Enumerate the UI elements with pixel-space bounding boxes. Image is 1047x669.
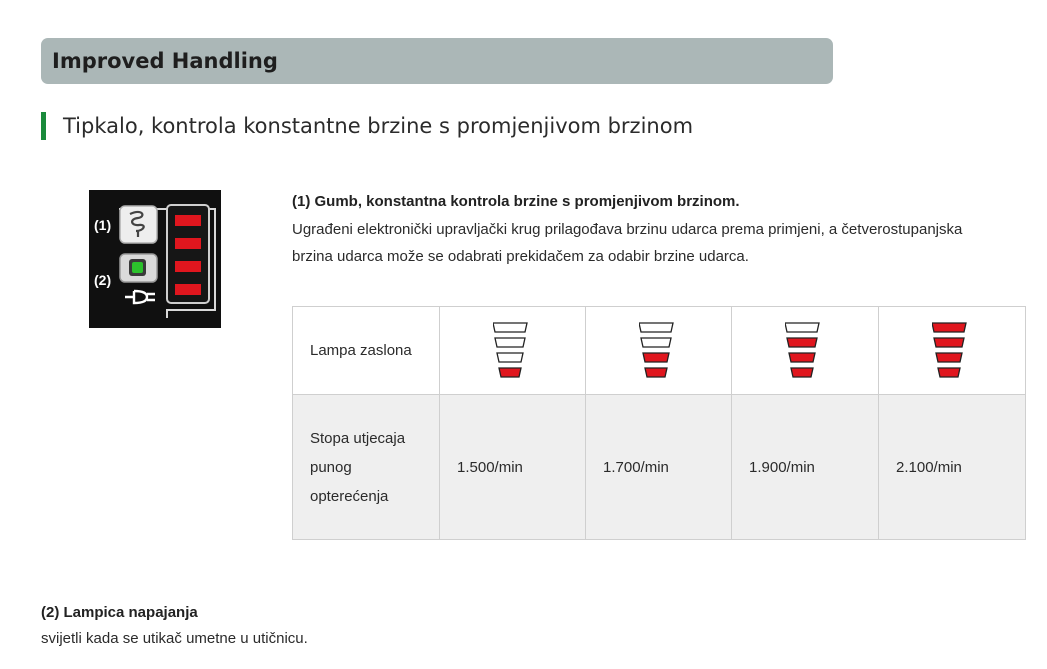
feature1-title: (1) Gumb, konstantna kontrola brzine s promjenjivom brzinom. (292, 193, 740, 210)
lamp-cell (879, 307, 1026, 395)
row-label-line: punog (310, 458, 352, 476)
feature1-line1: Ugrađeni elektronički upravljački krug prilagođava brzinu udarca prema primjeni, a četverostupanjska (292, 221, 963, 238)
banner-title: Improved Handling (52, 49, 278, 73)
lamp-segment-lit (645, 368, 667, 377)
feature2-title: (2) Lampica napajanja (41, 604, 198, 621)
row-label-line: Stopa utjecaja (310, 429, 406, 447)
control-panel-image (89, 190, 221, 328)
row-label-line: opterećenja (310, 487, 389, 505)
rate-value: 1.900/min (732, 395, 879, 540)
panel-label-1: (1) (94, 217, 112, 233)
lamp-indicator-icon (493, 321, 533, 381)
table-row (293, 395, 1026, 540)
lamp-segment-off (785, 323, 819, 332)
row-label-impact-rate (293, 395, 440, 540)
section-heading: Tipkalo, kontrola konstantne brzine s promjenjivom brzinom (41, 112, 693, 140)
lamp-segment-off (641, 338, 671, 347)
control-panel-graphic (89, 190, 221, 328)
lamp-cell (732, 307, 879, 395)
table-row (293, 307, 1026, 395)
lamp-indicator-icon (785, 321, 825, 381)
lamp-segment-lit (938, 368, 960, 377)
drill-icon (120, 206, 157, 243)
feature2-body: svijetli kada se utikač umetne u utičnicu. (41, 630, 308, 647)
lamp-segment-lit (932, 323, 966, 332)
section-banner (41, 38, 833, 84)
lamp-segment-off (495, 338, 525, 347)
lamp-segment-off (497, 353, 523, 362)
rate-value: 2.100/min (879, 395, 1026, 540)
rate-value: 1.500/min (440, 395, 586, 540)
panel-label-2: (2) (94, 272, 112, 288)
lamp-indicator-icon (932, 321, 972, 381)
lamp-segment-lit (936, 353, 962, 362)
lamp-segment-off (493, 323, 527, 332)
lamp-segment-off (639, 323, 673, 332)
lamp-segment-lit (934, 338, 964, 347)
rate-value: 1.700/min (586, 395, 732, 540)
impact-rate-table (292, 306, 1026, 540)
lamp-cell (586, 307, 732, 395)
lamp-segment-lit (791, 368, 813, 377)
row-label-display-lamp: Lampa zaslona (293, 307, 440, 395)
feature1-line2: brzina udarca može se odabrati prekidačem za odabir brzine udarca. (292, 248, 749, 265)
lamp-segment-lit (787, 338, 817, 347)
lamp-segment-lit (789, 353, 815, 362)
feature1-body (292, 216, 1037, 270)
lamp-indicator-icon (639, 321, 679, 381)
lamp-segment-lit (499, 368, 521, 377)
lamp-segment-lit (643, 353, 669, 362)
power-led-icon (120, 254, 157, 282)
lamp-cell (440, 307, 586, 395)
power-plug-icon (125, 291, 155, 303)
